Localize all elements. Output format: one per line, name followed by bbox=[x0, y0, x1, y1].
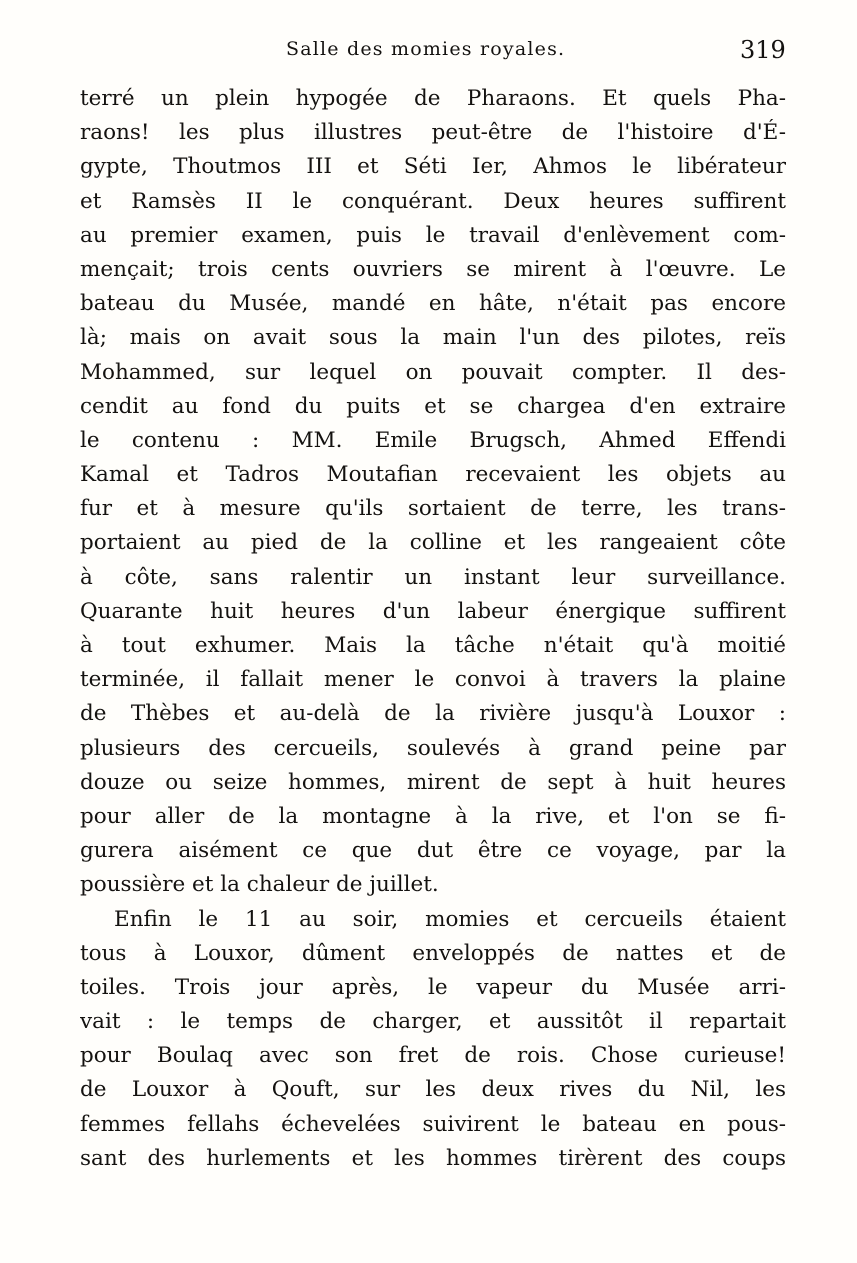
text-line: au premier examen, puis le travail d'enlèvement com- bbox=[80, 222, 786, 248]
paragraph-1 bbox=[80, 82, 786, 903]
text-line: le contenu : MM. Emile Brugsch, Ahmed Effendi bbox=[80, 427, 786, 453]
text-line: bateau du Musée, mandé en hâte, n'était pas encore bbox=[80, 291, 786, 317]
text-line: terminée, il fallait mener le convoi à travers la plaine bbox=[80, 667, 786, 693]
text-line: gypte, Thoutmos III et Séti Ier, Ahmos le libérateur bbox=[80, 154, 786, 180]
text-line: Kamal et Tadros Moutafian recevaient les objets au bbox=[80, 462, 786, 488]
text-line: sant des hurlements et les hommes tirèrent des coups bbox=[80, 1145, 786, 1171]
text-line: terré un plein hypogée de Pharaons. Et quels Pha- bbox=[80, 86, 786, 111]
text-line: à côte, sans ralentir un instant leur surveillance. bbox=[80, 564, 786, 590]
text-line: de Thèbes et au-delà de la rivière jusqu'à Louxor : bbox=[80, 701, 786, 727]
running-head bbox=[0, 38, 857, 68]
text-line: poussière et la chaleur de juillet. bbox=[80, 872, 439, 898]
text-line: Quarante huit heures d'un labeur énergique suffirent bbox=[80, 598, 786, 624]
text-line: cendit au fond du puits et se chargea d'en extraire bbox=[80, 393, 786, 419]
paragraph-2 bbox=[80, 903, 786, 1177]
text-line: à tout exhumer. Mais la tâche n'était qu'à moitié bbox=[80, 633, 786, 658]
text-line: toiles. Trois jour après, le vapeur du Musée arri- bbox=[80, 974, 786, 1000]
text-line: pour aller de la montagne à la rive, et l'on se fi- bbox=[80, 803, 786, 829]
body-text bbox=[80, 82, 786, 1176]
text-line: plusieurs des cercueils, soulevés à grand peine par bbox=[80, 735, 786, 761]
running-title: Salle des momies royales. bbox=[286, 38, 566, 60]
text-line: Enfin le 11 au soir, momies et cercueils étaient bbox=[114, 906, 786, 932]
text-line: et Ramsès II le conquérant. Deux heures suffirent bbox=[80, 188, 786, 214]
text-line: là; mais on avait sous la main l'un des pilotes, reïs bbox=[80, 325, 786, 351]
text-line: femmes fellahs échevelées suivirent le bateau en pous- bbox=[80, 1111, 786, 1137]
text-line: Mohammed, sur lequel on pouvait compter. Il des- bbox=[80, 359, 786, 385]
text-line: fur et à mesure qu'ils sortaient de terre, les trans- bbox=[80, 496, 786, 522]
text-line: gurera aisément ce que dut être ce voyage, par la bbox=[80, 838, 786, 864]
text-line: vait : le temps de charger, et aussitôt il repartait bbox=[80, 1009, 786, 1035]
text-line: de Louxor à Qouft, sur les deux rives du Nil, les bbox=[80, 1077, 786, 1103]
text-line: douze ou seize hommes, mirent de sept à huit heures bbox=[80, 769, 786, 795]
page-number: 319 bbox=[740, 36, 786, 64]
text-line: raons! les plus illustres peut-être de l'histoire d'É- bbox=[80, 120, 786, 146]
text-line: pour Boulaq avec son fret de rois. Chose curieuse! bbox=[80, 1043, 786, 1069]
text-line: tous à Louxor, dûment enveloppés de nattes et de bbox=[80, 940, 786, 966]
text-line: mençait; trois cents ouvriers se mirent à l'œuvre. Le bbox=[80, 256, 786, 282]
text-line: portaient au pied de la colline et les rangeaient côte bbox=[80, 530, 786, 556]
